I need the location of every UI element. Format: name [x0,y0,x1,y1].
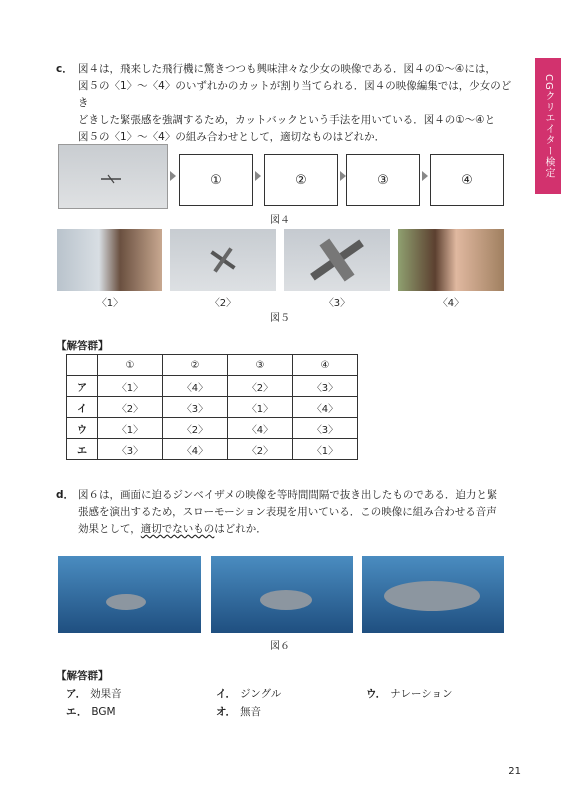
shark-icon [362,556,504,633]
question-d-prefix: 効果として， [78,523,141,535]
table-cell: 〈2〉 [228,376,293,397]
table-cell: 〈4〉 [163,376,228,397]
shark-icon [211,556,353,633]
question-d-line: 図６は，画面に迫るジンベイザメの映像を等時間間隔で抜き出したものである．迫力と緊 [78,489,498,501]
choice-key: イ． [216,688,237,700]
row-key: エ [67,439,98,460]
choice-text: ナレーション [390,688,453,700]
choice-key: ウ． [366,688,387,700]
table-cell: 〈1〉 [228,397,293,418]
question-c-line: 図５の〈1〉〜〈4〉のいずれかのカットが割り当てられる．図４の映像編集では，少女のどき [78,80,512,109]
question-c-label: c． [56,63,73,75]
fig6-photo-3 [362,556,504,633]
table-cell: 〈3〉 [98,439,163,460]
choice-a [66,686,122,701]
table-cell: 〈4〉 [228,418,293,439]
choice-key: ア． [66,688,87,700]
fig5-photo-3 [284,229,390,291]
table-row [67,418,358,439]
choice-o [216,704,261,719]
fig4-caption: 図４ [270,215,290,226]
fig6-photo-1 [58,556,201,633]
arrow-icon [255,171,261,181]
table-cell: 〈1〉 [98,376,163,397]
choice-e [66,704,116,719]
col-header: ③ [228,355,293,376]
choice-text: 無音 [240,706,262,718]
row-key: ア [67,376,98,397]
fig4-box-3: ③ [346,154,420,206]
table-cell: 〈3〉 [293,376,358,397]
question-d-suffix: はどれか． [214,523,267,535]
question-d-label: d． [56,489,75,501]
table-row [67,376,358,397]
fig5-caption: 図５ [270,313,290,324]
fig4-box-2: ② [264,154,338,206]
answer-table [66,354,358,460]
choice-u [366,686,453,701]
col-header: ① [98,355,163,376]
table-row [67,397,358,418]
fig5-label-2: 〈2〉 [209,298,237,309]
choice-text: ジングル [240,688,282,700]
arrow-icon [170,171,176,181]
question-d-line [78,521,518,538]
table-cell: 〈3〉 [163,397,228,418]
table-cell: 〈2〉 [163,418,228,439]
fig5-label-1: 〈1〉 [96,298,124,309]
table-cell: 〈4〉 [163,439,228,460]
table-row [67,439,358,460]
question-c-text [78,61,518,146]
shark-icon [58,556,201,633]
side-tab: CGクリエイター検定 [535,58,561,194]
choice-text: 効果音 [90,688,122,700]
question-d-line: 張感を演出するため，スローモーション表現を用いている．この映像に組み合わせる音声 [78,506,497,518]
fig6-caption: 図６ [270,641,290,652]
question-c-line: 図５の〈1〉〜〈4〉の組み合わせとして，適切なものはどれか． [78,131,386,143]
table-cell: 〈1〉 [293,439,358,460]
table-cell: 〈2〉 [228,439,293,460]
choice-text: BGM [91,706,116,718]
fig5-photo-1 [57,229,162,291]
fig4-box-1: ① [179,154,253,206]
question-d-emphasis: 適切でないもの [140,523,215,535]
choice-i [216,686,281,701]
answer-group-c-heading: 【解答群】 [56,340,109,352]
airplane-icon [284,229,390,291]
table-cell: 〈2〉 [98,397,163,418]
fig6-photo-2 [211,556,353,633]
table-cell: 〈4〉 [293,397,358,418]
fig4-box-4: ④ [430,154,504,206]
row-key: ウ [67,418,98,439]
airplane-icon [59,145,167,208]
question-c-line: 図４は，飛来した飛行機に驚きつつも興味津々な少女の映像である．図４の①〜④には， [78,63,496,75]
question-c-line: どきした緊張感を強調するため，カットバックという手法を用いている．図４の①〜④と [78,114,496,126]
table-cell: 〈3〉 [293,418,358,439]
col-header: ④ [293,355,358,376]
table-cell: 〈1〉 [98,418,163,439]
answer-group-d-heading: 【解答群】 [56,670,109,682]
fig4-airplane-photo [58,144,168,209]
fig5-photo-4 [398,229,504,291]
arrow-icon [422,171,428,181]
col-header: ② [163,355,228,376]
question-d-text [78,487,518,538]
row-key: イ [67,397,98,418]
airplane-icon [170,229,276,291]
fig5-photo-2 [170,229,276,291]
page-number: 21 [508,766,521,777]
choice-key: オ． [216,706,237,718]
choice-key: エ． [66,706,88,718]
fig5-label-4: 〈4〉 [437,298,465,309]
fig5-label-3: 〈3〉 [323,298,351,309]
